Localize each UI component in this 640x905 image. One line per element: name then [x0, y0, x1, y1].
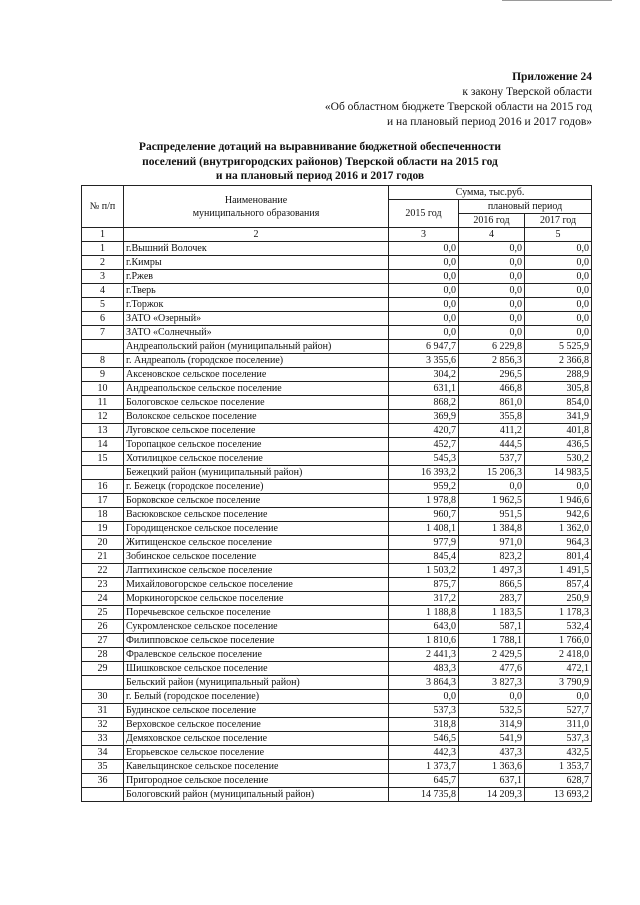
appendix-title: Приложение 24: [512, 71, 592, 83]
row-num: 19: [82, 522, 124, 536]
row-value-2016: 541,9: [459, 732, 525, 746]
row-value-2017: 2 366,8: [525, 354, 592, 368]
header-sum: Сумма, тыс.руб.: [389, 186, 592, 200]
row-value-2015: 0,0: [389, 298, 459, 312]
row-num: 11: [82, 396, 124, 410]
row-num: 15: [82, 452, 124, 466]
row-num: 16: [82, 480, 124, 494]
row-num: 33: [82, 732, 124, 746]
row-value-2015: 537,3: [389, 704, 459, 718]
row-name: г.Тверь: [124, 284, 389, 298]
row-value-2015: 483,3: [389, 662, 459, 676]
row-value-2016: 1 384,8: [459, 522, 525, 536]
row-name: Шишковское сельское поселение: [124, 662, 389, 676]
row-value-2017: 0,0: [525, 242, 592, 256]
row-value-2016: 444,5: [459, 438, 525, 452]
table-row: [82, 564, 592, 578]
index-cell-5: 5: [525, 228, 592, 242]
row-value-2015: 960,7: [389, 508, 459, 522]
table-row: [82, 760, 592, 774]
row-num: 27: [82, 634, 124, 648]
row-value-2015: 6 947,7: [389, 340, 459, 354]
row-value-2016: 1 183,5: [459, 606, 525, 620]
row-value-2017: 1 178,3: [525, 606, 592, 620]
table-row: [82, 424, 592, 438]
row-value-2017: 436,5: [525, 438, 592, 452]
table-row: [82, 788, 592, 802]
table-row: [82, 704, 592, 718]
row-value-2016: 1 788,1: [459, 634, 525, 648]
table-row: [82, 536, 592, 550]
row-num: 36: [82, 774, 124, 788]
table-row: [82, 340, 592, 354]
row-value-2016: 971,0: [459, 536, 525, 550]
table-row: [82, 774, 592, 788]
row-name: Филипповское сельское поселение: [124, 634, 389, 648]
table-row: [82, 256, 592, 270]
row-name: Поречьевское сельское поселение: [124, 606, 389, 620]
row-name: Бологовский район (муниципальный район): [124, 788, 389, 802]
index-cell-4: 4: [459, 228, 525, 242]
row-name: Будинское сельское поселение: [124, 704, 389, 718]
row-value-2015: 643,0: [389, 620, 459, 634]
row-value-2015: 3 355,6: [389, 354, 459, 368]
row-name: г. Андреаполь (городское поселение): [124, 354, 389, 368]
table-row: [82, 606, 592, 620]
row-num: 14: [82, 438, 124, 452]
row-value-2016: 0,0: [459, 480, 525, 494]
table-row: [82, 396, 592, 410]
row-value-2016: 411,2: [459, 424, 525, 438]
row-name: Андреапольский район (муниципальный район): [124, 340, 389, 354]
row-num: 32: [82, 718, 124, 732]
table-row: [82, 452, 592, 466]
row-value-2017: 0,0: [525, 256, 592, 270]
row-num: 7: [82, 326, 124, 340]
row-value-2016: 1 497,3: [459, 564, 525, 578]
row-value-2017: 2 418,0: [525, 648, 592, 662]
subsidy-table: [81, 185, 592, 802]
row-value-2017: 0,0: [525, 690, 592, 704]
table-row: [82, 662, 592, 676]
row-value-2017: 942,6: [525, 508, 592, 522]
row-value-2016: 0,0: [459, 326, 525, 340]
row-value-2015: 0,0: [389, 312, 459, 326]
row-num: 26: [82, 620, 124, 634]
row-value-2016: 1 363,6: [459, 760, 525, 774]
table-row: [82, 410, 592, 424]
row-name: Луговское сельское поселение: [124, 424, 389, 438]
row-value-2015: 868,2: [389, 396, 459, 410]
row-value-2016: 14 209,3: [459, 788, 525, 802]
row-num: 13: [82, 424, 124, 438]
row-value-2017: 472,1: [525, 662, 592, 676]
row-value-2017: 0,0: [525, 480, 592, 494]
row-value-2016: 0,0: [459, 690, 525, 704]
appendix-line-3: и на плановый период 2016 и 2017 годов»: [387, 116, 592, 128]
row-name: Васюковское сельское поселение: [124, 508, 389, 522]
row-value-2015: 545,3: [389, 452, 459, 466]
row-value-2017: 1 362,0: [525, 522, 592, 536]
row-value-2017: 14 983,5: [525, 466, 592, 480]
row-name: Егорьевское сельское поселение: [124, 746, 389, 760]
table-row: [82, 732, 592, 746]
index-cell-2: 2: [124, 228, 389, 242]
table-row: [82, 494, 592, 508]
row-value-2017: 0,0: [525, 326, 592, 340]
row-num: 35: [82, 760, 124, 774]
row-value-2015: 1 503,2: [389, 564, 459, 578]
row-value-2017: 854,0: [525, 396, 592, 410]
row-value-2015: 0,0: [389, 242, 459, 256]
appendix-line-1: к закону Тверской области: [462, 86, 592, 98]
table-row: [82, 690, 592, 704]
row-value-2016: 823,2: [459, 550, 525, 564]
row-value-2015: 977,9: [389, 536, 459, 550]
row-num: 21: [82, 550, 124, 564]
index-cell-3: 3: [389, 228, 459, 242]
row-value-2015: 631,1: [389, 382, 459, 396]
row-name: Волокское сельское поселение: [124, 410, 389, 424]
row-value-2015: 14 735,8: [389, 788, 459, 802]
table-row: [82, 312, 592, 326]
row-num: [82, 466, 124, 480]
row-value-2017: 628,7: [525, 774, 592, 788]
row-value-2016: 861,0: [459, 396, 525, 410]
row-value-2016: 866,5: [459, 578, 525, 592]
row-num: 2: [82, 256, 124, 270]
row-name: г.Кимры: [124, 256, 389, 270]
row-num: 5: [82, 298, 124, 312]
row-name: Андреапольское сельское поселение: [124, 382, 389, 396]
row-value-2016: 6 229,8: [459, 340, 525, 354]
row-value-2016: 951,5: [459, 508, 525, 522]
row-value-2017: 537,3: [525, 732, 592, 746]
row-value-2017: 801,4: [525, 550, 592, 564]
header-2017: 2017 год: [525, 214, 592, 228]
row-value-2017: 432,5: [525, 746, 592, 760]
row-name: г.Ржев: [124, 270, 389, 284]
row-num: [82, 788, 124, 802]
row-value-2015: 1 408,1: [389, 522, 459, 536]
row-value-2017: 311,0: [525, 718, 592, 732]
heading-line-2: поселений (внутригородских районов) Тверской области на 2015 год: [142, 155, 498, 168]
row-value-2017: 3 790,9: [525, 676, 592, 690]
row-value-2017: 857,4: [525, 578, 592, 592]
table-row: [82, 466, 592, 480]
row-name: Лаптихинское сельское поселение: [124, 564, 389, 578]
row-name: Городищенское сельское поселение: [124, 522, 389, 536]
table-row: [82, 578, 592, 592]
table-row: [82, 368, 592, 382]
index-row: [82, 228, 592, 242]
row-value-2015: 845,4: [389, 550, 459, 564]
row-name: Бологовское сельское поселение: [124, 396, 389, 410]
row-value-2017: 1 766,0: [525, 634, 592, 648]
row-value-2015: 3 864,3: [389, 676, 459, 690]
row-value-2016: 355,8: [459, 410, 525, 424]
row-value-2015: 317,2: [389, 592, 459, 606]
row-name: г. Белый (городское поселение): [124, 690, 389, 704]
row-value-2015: 645,7: [389, 774, 459, 788]
row-value-2017: 0,0: [525, 298, 592, 312]
row-num: 4: [82, 284, 124, 298]
heading-line-1: Распределение дотаций на выравнивание бюджетной обеспеченности: [138, 141, 502, 153]
row-value-2016: 0,0: [459, 256, 525, 270]
row-num: 6: [82, 312, 124, 326]
row-num: 18: [82, 508, 124, 522]
row-value-2017: 0,0: [525, 284, 592, 298]
row-name: Демяховское сельское поселение: [124, 732, 389, 746]
row-value-2017: 964,3: [525, 536, 592, 550]
document-heading: [100, 140, 540, 184]
row-value-2016: 0,0: [459, 284, 525, 298]
appendix-line-2: «Об областном бюджете Тверской области на 2015 год: [324, 101, 592, 113]
table-row: [82, 634, 592, 648]
row-value-2015: 442,3: [389, 746, 459, 760]
table-row: [82, 298, 592, 312]
row-name: Кавельщинское сельское поселение: [124, 760, 389, 774]
row-value-2015: 452,7: [389, 438, 459, 452]
row-value-2017: 527,7: [525, 704, 592, 718]
row-num: 20: [82, 536, 124, 550]
row-value-2015: 0,0: [389, 270, 459, 284]
row-value-2017: 13 693,2: [525, 788, 592, 802]
row-value-2017: 250,9: [525, 592, 592, 606]
row-num: 9: [82, 368, 124, 382]
row-name: Моркиногорское сельское поселение: [124, 592, 389, 606]
row-value-2016: 283,7: [459, 592, 525, 606]
row-value-2017: 0,0: [525, 270, 592, 284]
row-value-2015: 1 373,7: [389, 760, 459, 774]
row-name: г.Вышний Волочек: [124, 242, 389, 256]
table-row: [82, 270, 592, 284]
table-row: [82, 746, 592, 760]
row-name: г. Бежецк (городское поселение): [124, 480, 389, 494]
row-num: 23: [82, 578, 124, 592]
row-value-2016: 637,1: [459, 774, 525, 788]
row-name: г.Торжок: [124, 298, 389, 312]
row-num: 29: [82, 662, 124, 676]
row-value-2016: 2 856,3: [459, 354, 525, 368]
row-value-2015: 0,0: [389, 326, 459, 340]
row-name: Хотилицкое сельское поселение: [124, 452, 389, 466]
row-name: Бежецкий район (муниципальный район): [124, 466, 389, 480]
row-name: Михайловогорское сельское поселение: [124, 578, 389, 592]
row-num: 10: [82, 382, 124, 396]
row-value-2017: 341,9: [525, 410, 592, 424]
row-num: 22: [82, 564, 124, 578]
table-header: [82, 186, 592, 242]
row-num: 12: [82, 410, 124, 424]
table-row: [82, 284, 592, 298]
row-value-2017: 5 525,9: [525, 340, 592, 354]
row-value-2017: 1 353,7: [525, 760, 592, 774]
row-value-2016: 2 429,5: [459, 648, 525, 662]
row-num: [82, 676, 124, 690]
header-name-line-2: муниципального образования: [192, 207, 320, 219]
row-name: Верховское сельское поселение: [124, 718, 389, 732]
row-name: Торопацкое сельское поселение: [124, 438, 389, 452]
index-cell-1: 1: [82, 228, 124, 242]
row-name: Пригородное сельское поселение: [124, 774, 389, 788]
row-value-2015: 420,7: [389, 424, 459, 438]
row-value-2015: 0,0: [389, 284, 459, 298]
row-num: 31: [82, 704, 124, 718]
row-name: Житищенское сельское поселение: [124, 536, 389, 550]
row-value-2015: 1 978,8: [389, 494, 459, 508]
row-value-2016: 466,8: [459, 382, 525, 396]
table-row: [82, 592, 592, 606]
row-name: Аксеновское сельское поселение: [124, 368, 389, 382]
row-num: 25: [82, 606, 124, 620]
row-value-2015: 0,0: [389, 256, 459, 270]
table-row: [82, 242, 592, 256]
row-value-2017: 305,8: [525, 382, 592, 396]
table-row: [82, 354, 592, 368]
row-value-2016: 314,9: [459, 718, 525, 732]
row-value-2016: 0,0: [459, 312, 525, 326]
row-name: Зобинское сельское поселение: [124, 550, 389, 564]
table-row: [82, 718, 592, 732]
row-value-2015: 875,7: [389, 578, 459, 592]
row-value-2016: 3 827,3: [459, 676, 525, 690]
table-row: [82, 438, 592, 452]
row-value-2015: 959,2: [389, 480, 459, 494]
table-row: [82, 620, 592, 634]
row-value-2016: 1 962,5: [459, 494, 525, 508]
row-num: 8: [82, 354, 124, 368]
row-num: 17: [82, 494, 124, 508]
row-num: 3: [82, 270, 124, 284]
row-name: ЗАТО «Солнечный»: [124, 326, 389, 340]
row-value-2015: 546,5: [389, 732, 459, 746]
row-name: Фралевское сельское поселение: [124, 648, 389, 662]
row-value-2015: 1 810,6: [389, 634, 459, 648]
row-name: ЗАТО «Озерный»: [124, 312, 389, 326]
row-num: 28: [82, 648, 124, 662]
row-value-2016: 0,0: [459, 270, 525, 284]
row-num: 30: [82, 690, 124, 704]
row-value-2016: 477,6: [459, 662, 525, 676]
table-row: [82, 480, 592, 494]
row-num: [82, 340, 124, 354]
row-value-2017: 1 491,5: [525, 564, 592, 578]
row-value-2015: 304,2: [389, 368, 459, 382]
row-name: Бельский район (муниципальный район): [124, 676, 389, 690]
top-edge-line: [502, 0, 612, 2]
row-value-2017: 532,4: [525, 620, 592, 634]
table-row: [82, 326, 592, 340]
row-value-2015: 318,8: [389, 718, 459, 732]
row-value-2015: 16 393,2: [389, 466, 459, 480]
row-value-2016: 437,3: [459, 746, 525, 760]
row-value-2017: 288,9: [525, 368, 592, 382]
row-value-2017: 1 946,6: [525, 494, 592, 508]
row-value-2015: 369,9: [389, 410, 459, 424]
row-value-2015: 1 188,8: [389, 606, 459, 620]
row-value-2015: 0,0: [389, 690, 459, 704]
header-name-line-1: Наименование: [224, 194, 288, 206]
table-row: [82, 550, 592, 564]
table-body: [82, 242, 592, 802]
row-value-2016: 587,1: [459, 620, 525, 634]
header-2015: 2015 год: [389, 200, 459, 228]
row-name: Сукромленское сельское поселение: [124, 620, 389, 634]
row-num: 24: [82, 592, 124, 606]
row-value-2015: 2 441,3: [389, 648, 459, 662]
heading-line-3: и на плановый период 2016 и 2017 годов: [215, 170, 425, 182]
appendix-block: [232, 70, 592, 130]
row-value-2017: 0,0: [525, 312, 592, 326]
row-value-2016: 15 206,3: [459, 466, 525, 480]
table-row: [82, 508, 592, 522]
row-value-2016: 0,0: [459, 242, 525, 256]
header-2016: 2016 год: [459, 214, 525, 228]
row-num: 34: [82, 746, 124, 760]
table-row: [82, 648, 592, 662]
row-value-2016: 0,0: [459, 298, 525, 312]
row-value-2016: 537,7: [459, 452, 525, 466]
row-value-2017: 530,2: [525, 452, 592, 466]
row-value-2016: 532,5: [459, 704, 525, 718]
header-num: № п/п: [82, 186, 124, 228]
row-value-2016: 296,5: [459, 368, 525, 382]
row-value-2017: 401,8: [525, 424, 592, 438]
header-name: [124, 186, 389, 228]
table-row: [82, 676, 592, 690]
row-num: 1: [82, 242, 124, 256]
table-row: [82, 522, 592, 536]
row-name: Борковское сельское поселение: [124, 494, 389, 508]
header-plan-period: плановый период: [459, 200, 592, 214]
table-row: [82, 382, 592, 396]
